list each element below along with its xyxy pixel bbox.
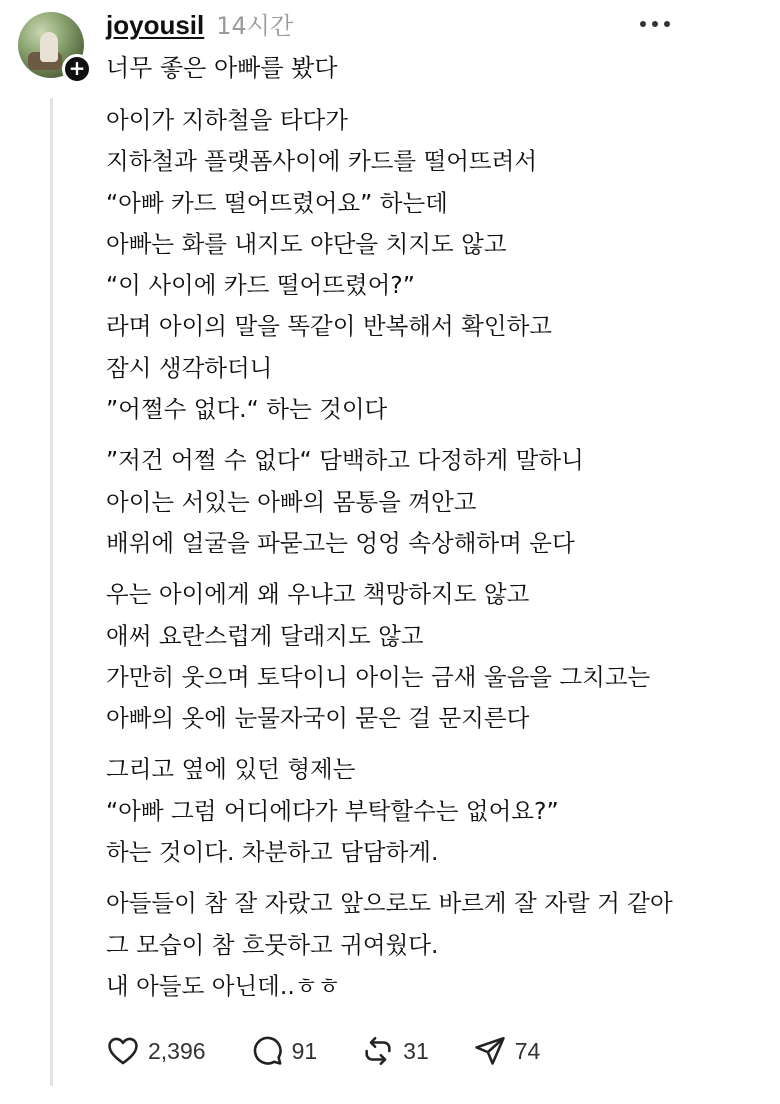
- paragraph-2: [106, 440, 726, 564]
- username-link[interactable]: joyousil: [106, 10, 205, 40]
- text-line: 그리고 옆에 있던 형제는: [106, 755, 356, 784]
- repost-count: 31: [403, 1037, 429, 1064]
- text-line: 우는 아이에게 왜 우냐고 책망하지도 않고: [106, 580, 530, 609]
- speech-bubble-icon: [250, 1034, 284, 1068]
- post-header: [106, 6, 293, 41]
- like-button[interactable]: [106, 1034, 206, 1068]
- follow-plus-icon[interactable]: +: [62, 54, 92, 84]
- share-count: 74: [514, 1037, 541, 1064]
- text-line: 라며 아이의 말을 똑같이 반복해서 확인하고: [106, 312, 552, 341]
- post-caption: 너무 좋은 아빠를 봤다: [106, 54, 338, 82]
- text-line: 애써 요란스럽게 달래지도 않고: [106, 621, 424, 650]
- text-line: 잠시 생각하더니: [106, 353, 273, 382]
- like-count: 2,396: [148, 1037, 206, 1064]
- text-line: “이 사이에 카드 떨어뜨렸어?”: [106, 271, 415, 300]
- paragraph-4: [106, 749, 726, 873]
- text-line: “아빠 카드 떨어뜨렸어요” 하는데: [106, 188, 448, 217]
- text-line: 아이는 서있는 아빠의 몸통을 껴안고: [106, 487, 477, 516]
- text-line: ”어쩔수 없다.“ 하는 것이다: [106, 395, 388, 424]
- post-body: [106, 100, 726, 1017]
- text-line: 지하철과 플랫폼사이에 카드를 떨어뜨려서: [106, 147, 538, 176]
- text-line: 아빠의 옷에 눈물자국이 묻은 걸 문지른다: [106, 704, 530, 733]
- text-line: “아빠 그럼 어디에다가 부탁할수는 없어요?”: [106, 796, 559, 825]
- text-line: 가만히 웃으며 토닥이니 아이는 금새 울음을 그치고는: [106, 662, 651, 691]
- post-timestamp: 14시간: [216, 12, 294, 40]
- action-bar: [106, 1034, 584, 1068]
- heart-icon: [106, 1034, 140, 1068]
- ellipsis-icon[interactable]: [640, 12, 670, 36]
- paragraph-3: [106, 574, 726, 739]
- share-button[interactable]: [473, 1034, 541, 1068]
- repost-button[interactable]: [361, 1034, 429, 1068]
- text-line: 아들들이 참 잘 자랐고 앞으로도 바르게 잘 자랄 거 같아: [106, 889, 673, 918]
- avatar[interactable]: [18, 12, 86, 80]
- text-line: 내 아들도 아닌데..ㅎㅎ: [106, 971, 341, 1000]
- text-line: 그 모습이 참 흐뭇하고 귀여웠다.: [106, 930, 439, 959]
- text-line: ”저건 어쩔 수 없다“ 담백하고 다정하게 말하니: [106, 446, 584, 475]
- repost-arrows-icon: [361, 1034, 395, 1068]
- text-line: 아빠는 화를 내지도 야단을 치지도 않고: [106, 229, 507, 258]
- paragraph-5: [106, 883, 726, 1007]
- comment-button[interactable]: [250, 1034, 318, 1068]
- text-line: 하는 것이다. 차분하고 담담하게.: [106, 838, 439, 867]
- text-line: 배위에 얼굴을 파묻고는 엉엉 속상해하며 운다: [106, 528, 575, 557]
- paper-plane-icon: [473, 1034, 507, 1068]
- comment-count: 91: [291, 1037, 318, 1064]
- text-line: 아이가 지하철을 타다가: [106, 106, 348, 134]
- paragraph-1: [106, 100, 726, 430]
- thread-line: [50, 98, 53, 1086]
